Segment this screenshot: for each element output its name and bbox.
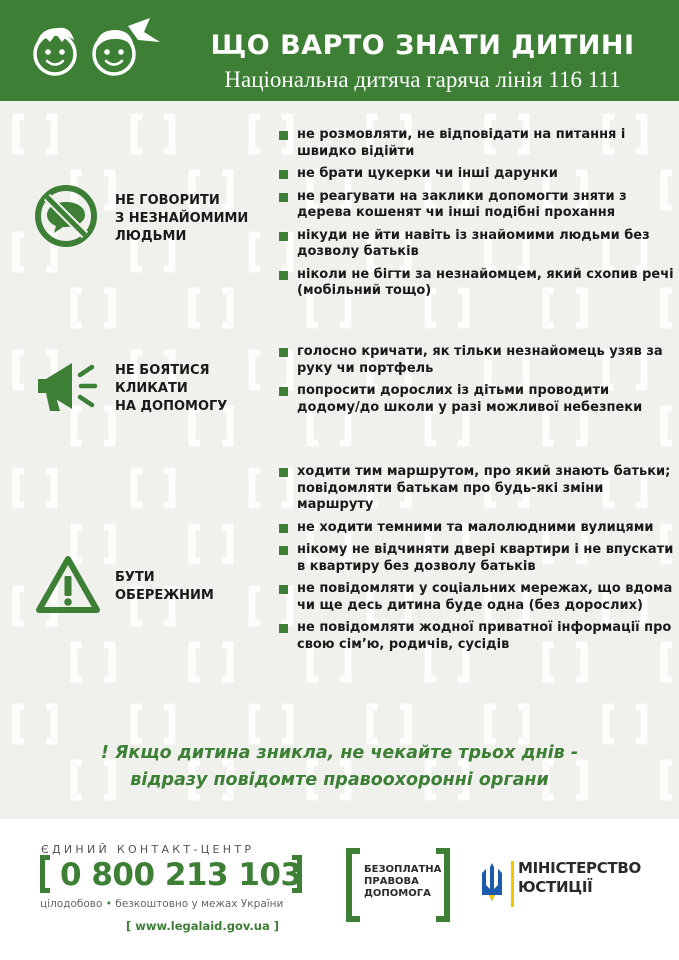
phone-number[interactable]: 0 800 213 103 [60,857,302,893]
contact-center-label: ЄДИНИЙ КОНТАКТ-ЦЕНТР [41,843,255,856]
list-no-talking [279,127,675,306]
list-item: не повідомляти у соціальних мережах, що вдома чи ще десь дитина буде одна (без дорослих) [279,581,675,614]
missing-child-warning-line2: відразу повідомте правоохоронні органи [130,770,549,790]
phone-block [40,855,302,895]
warning-icon [34,554,102,616]
missing-child-warning-line1: ! Якщо дитина зникла, не чекайте трьох днів - [100,743,579,763]
bullet-dot-icon: • [105,898,116,910]
list-item: нікому не відчиняти двері квартири і не впускати в квартиру без дозволу батьків [279,542,675,575]
list-item: попросити дорослих із дітьми проводити додому/до школи у разі можливої небезпеки [279,383,675,416]
list-item: не реагувати на заклики допомогти зняти з дерева кошенят чи інші подібні прохання [279,189,675,222]
list-call-for-help [279,344,675,422]
ministry-of-justice-logo: МІНІСТЕРСТВО ЮСТИЦІЇ [518,859,641,896]
hotline-subtitle: Національна дитяча гаряча лінія 116 111 [224,67,621,92]
list-item: ніколи не бігти за незнайомцем, який схопив речі (мобільний тощо) [279,267,675,300]
list-item: не розмовляти, не відповідати на питання і швидко відійти [279,127,675,160]
list-item: не повідомляти жодної приватної інформації про свою сім’ю, родичів, сусідів [279,620,675,653]
section-title-be-careful: БУТИ ОБЕРЕЖНИМ [115,570,214,603]
legal-aid-logo: БЕЗОПЛАТНА ПРАВОВА ДОПОМОГА [346,848,450,922]
list-item: голосно кричати, як тільки незнайомець узяв за руку чи портфель [279,344,675,377]
contact-availability: цілодобово • безкоштовно у межах України [40,898,284,910]
content-area [0,101,679,819]
children-faces-icon [22,12,167,82]
flag-divider [511,861,514,907]
list-item: ходити тим маршрутом, про який знають батьки; повідомляти батькам про будь-які зміни маршруту [279,464,675,514]
list-item: не брати цукерки чи інші дарунки [279,166,675,183]
bracket-right-icon [292,855,302,893]
no-talking-icon [34,184,98,248]
website-link[interactable]: [ www.legalaid.gov.ua ] [126,919,280,933]
list-item: нікуди не йти навіть із знайомими людьми без дозволу батьків [279,228,675,261]
list-be-careful [279,464,675,659]
ukraine-trident-icon [479,861,505,905]
footer [0,819,679,960]
list-item: не ходити темними та малолюдними вулицями [279,520,675,537]
section-title-no-talking: НЕ ГОВОРИТИ З НЕЗНАЙОМИМИ ЛЮДЬМИ [115,193,249,244]
megaphone-icon [32,351,102,421]
page-title: ЩО ВАРТО ЗНАТИ ДИТИНІ [210,30,635,61]
section-title-call-for-help: НЕ БОЯТИСЯ КЛИКАТИ НА ДОПОМОГУ [115,363,228,414]
bracket-left-icon [40,855,50,893]
header-banner [0,0,679,101]
